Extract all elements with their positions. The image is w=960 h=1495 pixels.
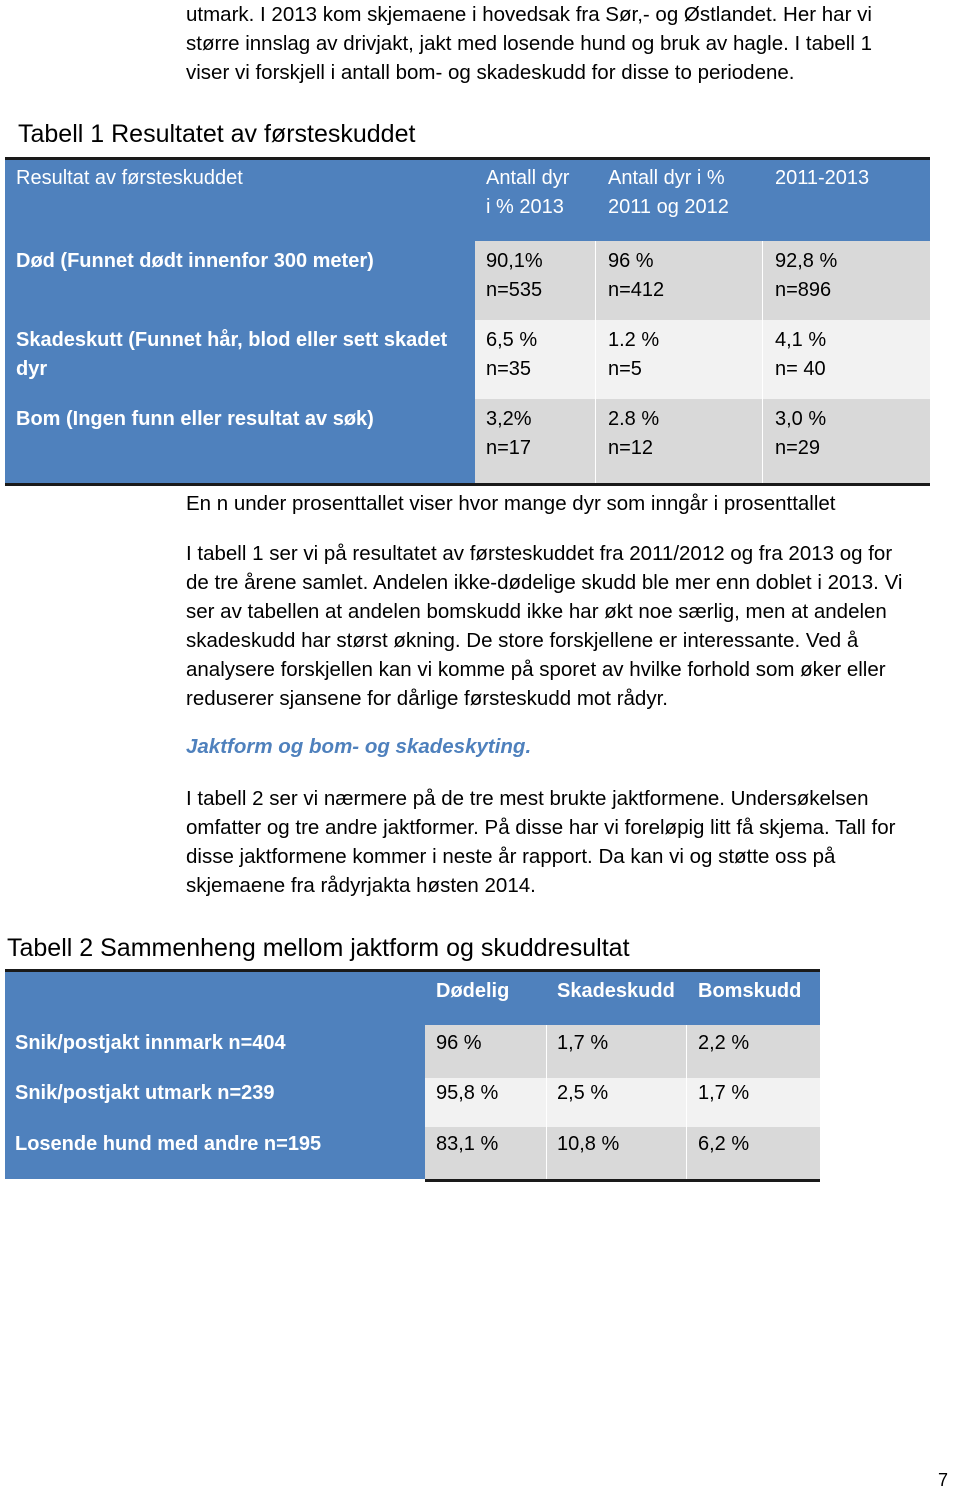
table2-bottom-rule: [425, 1179, 820, 1182]
table1-row: [5, 399, 930, 483]
section-heading: Jaktform og bom- og skadeskyting.: [186, 735, 532, 758]
table1-row-bg: [475, 399, 930, 483]
table1: [5, 157, 930, 486]
table2-cell: 96 %: [436, 1032, 482, 1054]
intro-line: større innslag av drivjakt, jakt med losende hund og bruk av hagle. I tabell 1: [186, 32, 872, 55]
paragraph-line: de tre årene samlet. Andelen ikke-dødelige skudd ble mer enn doblet i 2013. Vi: [186, 571, 903, 594]
table2: [5, 969, 820, 1186]
table2-cell: 83,1 %: [436, 1133, 499, 1155]
table1-row-label-cont: dyr: [16, 358, 48, 380]
intro-line: utmark. I 2013 kom skjemaene i hovedsak fra Sør,- og Østlandet. Her har vi: [186, 3, 872, 26]
table1-bottom-rule: [5, 483, 930, 486]
table1-row-label: Død (Funnet dødt innenfor 300 meter): [16, 250, 374, 272]
table1-cell-n: n=17: [486, 437, 532, 459]
table2-row-label: Snik/postjakt utmark n=239: [15, 1082, 275, 1104]
table2-header-skadeskudd: Skadeskudd: [557, 980, 675, 1002]
table1-cell-n: n=12: [608, 437, 654, 459]
table2-caption: Tabell 2 Sammenheng mellom jaktform og skuddresultat: [7, 934, 630, 962]
table1-header-2013-sub: i % 2013: [486, 196, 564, 218]
table1-cell-pct: 4,1 %: [775, 329, 827, 351]
table2-cell: 10,8 %: [557, 1133, 620, 1155]
table1-cell-n: n=896: [775, 279, 832, 301]
table1-header-row: [5, 157, 930, 241]
table1-header-2011-2013: 2011-2013: [775, 167, 870, 189]
table1-note: En n under prosenttallet viser hvor mange dyr som inngår i prosenttallet: [186, 492, 836, 515]
table1-header-2011-2012-sub: 2011 og 2012: [608, 196, 729, 218]
table1-row-bg: [475, 320, 930, 399]
table1-cell-pct: 2.8 %: [608, 408, 660, 430]
table1-cell-n: n=35: [486, 358, 532, 380]
table2-row-label: Losende hund med andre n=195: [15, 1133, 322, 1155]
table1-cell-pct: 90,1%: [486, 250, 543, 272]
table1-row: [5, 320, 930, 399]
paragraph-line: I tabell 2 ser vi nærmere på de tre mest brukte jaktformene. Undersøkelsen: [186, 787, 869, 810]
table1-cell-n: n=412: [608, 279, 665, 301]
table2-cell: 1,7 %: [698, 1082, 750, 1104]
table1-cell-pct: 6,5 %: [486, 329, 538, 351]
paragraph-line: I tabell 1 ser vi på resultatet av førsteskuddet fra 2011/2012 og fra 2013 og for: [186, 542, 893, 565]
table2-header-bomskudd: Bomskudd: [698, 980, 802, 1002]
table2-cell: 1,7 %: [557, 1032, 609, 1054]
table1-row-label: Bom (Ingen funn eller resultat av søk): [16, 408, 374, 430]
page-number: 7: [938, 1470, 949, 1490]
paragraph-line: disse jaktformene kommer i neste år rapport. Da kan vi og støtte oss på: [186, 845, 836, 868]
paragraph-line: reduserer sjansene for dårlige førsteskudd mot rådyr.: [186, 687, 668, 710]
table2-cell: 2,2 %: [698, 1032, 750, 1054]
table2-divider: [546, 1025, 547, 1179]
table1-row: [5, 241, 930, 320]
table1-header-2011-2012: Antall dyr i %: [608, 167, 725, 189]
paragraph-line: ser av tabellen at andelen bomskudd ikke har økt noe særlig, men at andelen: [186, 600, 887, 623]
table1-cell-pct: 3,0 %: [775, 408, 827, 430]
paragraph-line: omfatter og tre andre jaktformer. På disse har vi foreløpig litt få skjema. Tall for: [186, 816, 896, 839]
table1-cell-pct: 3,2%: [486, 408, 532, 430]
table1-cell-n: n=29: [775, 437, 821, 459]
table2-cell: 95,8 %: [436, 1082, 499, 1104]
table2-header-dodelig: Dødelig: [436, 980, 510, 1002]
table1-cell-pct: 1.2 %: [608, 329, 660, 351]
intro-line: viser vi forskjell i antall bom- og skadeskudd for disse to periodene.: [186, 61, 795, 84]
table1-row-bg: [475, 241, 930, 320]
table1-divider: [762, 241, 763, 483]
paragraph-line: skjemaene fra rådyrjakta høsten 2014.: [186, 874, 536, 897]
table2-header-row: [5, 969, 820, 1025]
table1-cell-n: n=535: [486, 279, 543, 301]
table1-row-label: Skadeskutt (Funnet hår, blod eller sett skadet: [16, 329, 448, 351]
table1-caption: Tabell 1 Resultatet av førsteskuddet: [18, 120, 416, 148]
table2-divider: [686, 1025, 687, 1179]
table1-cell-n: n=5: [608, 358, 642, 380]
table1-header-label: Resultat av førsteskuddet: [16, 167, 243, 189]
table2-row-bg: [425, 1025, 820, 1078]
table1-header-2013: Antall dyr: [486, 167, 570, 189]
table2-cell: 6,2 %: [698, 1133, 750, 1155]
table1-cell-pct: 96 %: [608, 250, 654, 272]
table1-cell-pct: 92,8 %: [775, 250, 838, 272]
paragraph-line: analysere forskjellen kan vi komme på sporet av hvilke forhold som øker eller: [186, 658, 886, 681]
paragraph-line: skadeskudd har størst økning. De store forskjellene er interessante. Ved å: [186, 629, 859, 652]
table2-cell: 2,5 %: [557, 1082, 609, 1104]
table1-cell-n: n= 40: [775, 358, 826, 380]
table2-row-label: Snik/postjakt innmark n=404: [15, 1032, 286, 1054]
table1-divider: [595, 241, 596, 483]
